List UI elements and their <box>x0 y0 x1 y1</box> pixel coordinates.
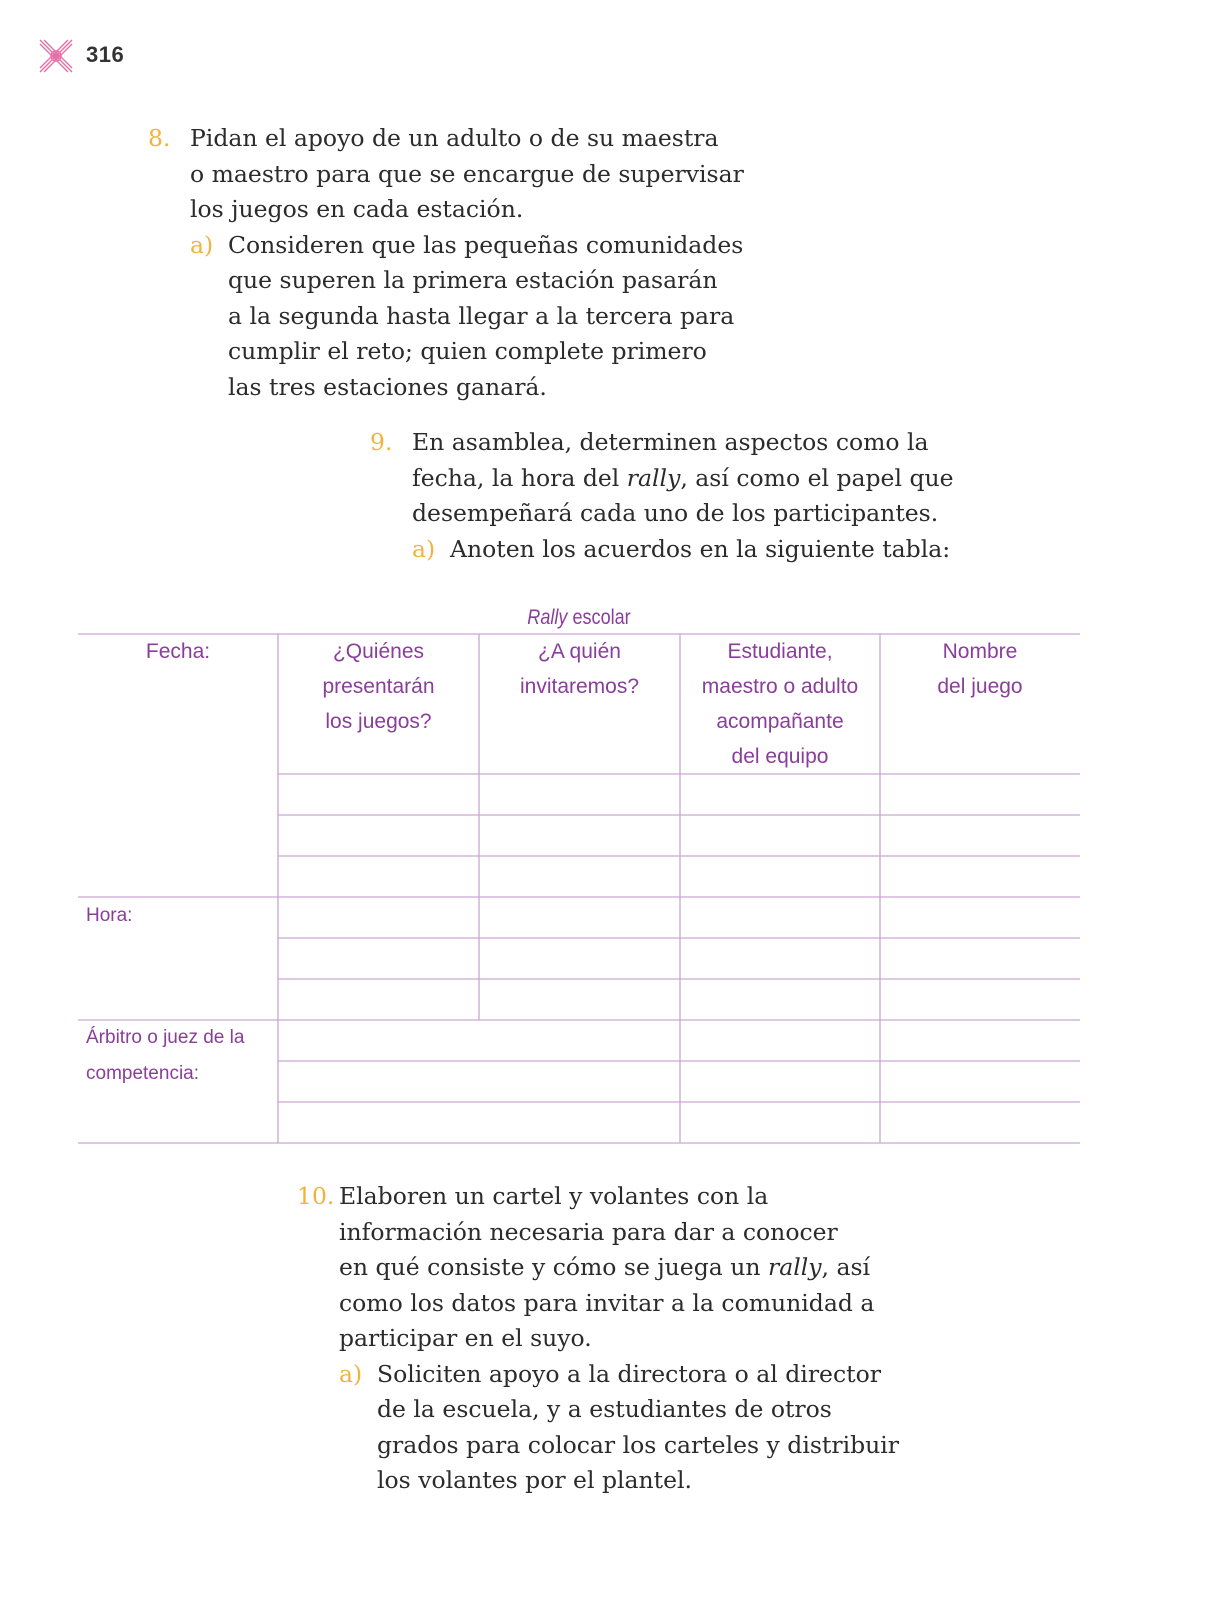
instruction-10 <box>297 1179 900 1499</box>
table-title: Rally escolar <box>527 606 631 629</box>
text-line: En asamblea, determinen aspectos como la <box>412 428 929 456</box>
text-line: fecha, la hora del rally, así como el papel que <box>412 463 954 492</box>
text-line: las tres estaciones ganará. <box>228 372 547 401</box>
text-line: en qué consiste y cómo se juega un rally, así <box>339 1253 871 1281</box>
text-line: grados para colocar los carteles y distribuir <box>377 1430 900 1459</box>
text-line: los volantes por el plantel. <box>377 1466 692 1494</box>
text-line: participar en el suyo. <box>339 1324 592 1352</box>
header-invitees: ¿A quién invitaremos? <box>519 640 640 698</box>
text-line: como los datos para invitar a la comunidad a <box>339 1288 875 1317</box>
text-line: Consideren que las pequeñas comunidades <box>228 230 744 259</box>
text-line: cumplir el reto; quien complete primero <box>228 337 707 365</box>
header-presenters: ¿Quiénes presentarán los juegos? <box>322 640 435 733</box>
text-line: los juegos en cada estación. <box>190 195 524 223</box>
sub-instruction-10a <box>339 1357 900 1499</box>
text-line: de la escuela, y a estudiantes de otros <box>377 1395 832 1423</box>
header-fecha: Fecha: <box>145 640 211 663</box>
label-arbitro: Árbitro o juez de la competencia: <box>86 1027 245 1084</box>
text-line: información necesaria para dar a conocer <box>339 1217 838 1246</box>
text-line: que superen la primera estación pasarán <box>228 266 718 294</box>
header-companion: Estudiante, maestro o adulto acompañante del equipo <box>701 640 859 768</box>
text-line: a la segunda hasta llegar a la tercera para <box>228 301 735 330</box>
text-line: o maestro para que se encargue de supervisar <box>190 159 744 188</box>
label-hora: Hora: <box>86 905 133 926</box>
item-number: 9. <box>370 428 393 456</box>
text-line: desempeñará cada uno de los participantes. <box>412 499 939 527</box>
text-line: Elaboren un cartel y volantes con la <box>339 1182 769 1210</box>
item-number: 10. <box>297 1182 335 1210</box>
item-number: 8. <box>148 124 171 152</box>
sub-letter: a) <box>190 230 214 259</box>
sub-letter: a) <box>412 534 436 563</box>
page-number: 316 <box>86 42 125 67</box>
sub-letter: a) <box>339 1359 363 1388</box>
header-game-name: Nombre del juego <box>937 640 1023 698</box>
text-line: Pidan el apoyo de un adulto o de su maestra <box>190 124 719 152</box>
text-line: Soliciten apoyo a la directora o al director <box>377 1359 881 1388</box>
text-line: Anoten los acuerdos en la siguiente tabla: <box>450 534 951 563</box>
